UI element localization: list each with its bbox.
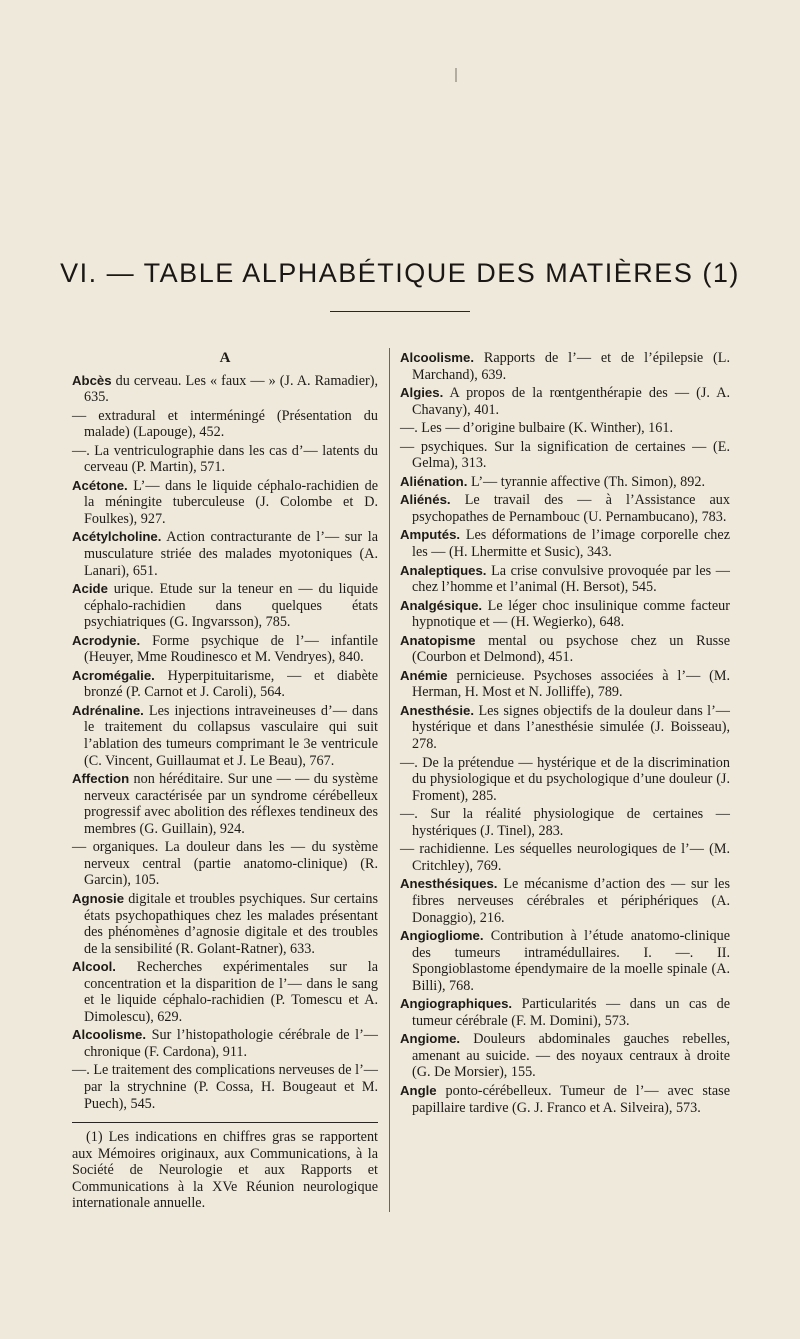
entry-text: pernicieuse. Psychoses associées à l’— (M. Herman, H. Most et N. Jolliffe), 789. xyxy=(412,667,730,701)
index-entry xyxy=(400,703,730,753)
entry-headword: Adrénaline. xyxy=(72,702,144,718)
entry-headword: Angiome. xyxy=(400,1031,461,1047)
entry-headword: Anémie xyxy=(400,667,448,683)
index-entry xyxy=(72,478,378,528)
index-entry xyxy=(400,806,730,839)
entry-headword: Angle xyxy=(400,1082,437,1098)
entry-text: —. La ventriculographie dans les cas d’— latents du cerveau (P. Martin), 571. xyxy=(72,442,378,476)
entry-text: du cerveau. Les « faux — » (J. A. Ramadier), 635. xyxy=(84,372,378,406)
index-entry xyxy=(400,633,730,666)
entry-text: ponto-cérébelleux. Tumeur de l’— avec stase papillaire tardive (G. J. Franco et A. Silveira), 573. xyxy=(412,1082,730,1116)
entry-headword: Agnosie xyxy=(72,890,125,906)
entry-text: Le léger choc insulinique comme facteur hypnotique et — (H. Wegierko), 648. xyxy=(412,597,730,631)
index-entry xyxy=(72,959,378,1025)
index-entry xyxy=(400,385,730,418)
index-entry xyxy=(72,891,378,957)
entry-text: Sur l’histopathologie cérébrale de l’— chronique (F. Cardona), 911. xyxy=(84,1027,378,1060)
entry-headword: Anatopisme xyxy=(400,632,476,648)
entry-text: — organiques. La douleur dans les — du système nerveux central (partie anatomo-clinique) (R. Garcin), 105. xyxy=(72,839,378,889)
entry-text: — extradural et interméningé (Présentation du malade) (Lapouge), 452. xyxy=(72,407,378,441)
entry-text: Recherches expérimentales sur la concentration et la disparition de l’— dans le sang et le liquide céphalo-rachidien (P. Tomescu et A. Dimolescu), 629. xyxy=(84,959,378,1025)
entry-headword: Affection xyxy=(72,771,130,787)
index-entry xyxy=(400,474,730,491)
entry-text: Les signes objectifs de la douleur dans l’— hystérique et dans l’anesthésie simulée (J. Boisseau), 278. xyxy=(412,702,730,753)
page-mark xyxy=(455,68,457,82)
entry-text: A propos de la rœntgenthérapie des — (J. A. Chavany), 401. xyxy=(412,385,730,418)
entry-text: L’— tyrannie affective (Th. Simon), 892. xyxy=(467,473,705,490)
index-entry xyxy=(72,668,378,701)
entry-headword: Angiographiques. xyxy=(400,996,513,1012)
entry-headword: Aliénation. xyxy=(400,473,468,489)
entry-text: Les déformations de l’image corporelle chez les — (H. Lhermitte et Susic), 343. xyxy=(412,527,730,561)
entry-text: —. Sur la réalité physiologique de certaines — hystériques (J. Tinel), 283. xyxy=(400,806,730,839)
entry-headword: Acide xyxy=(72,581,108,597)
entry-headword: Anesthésie. xyxy=(400,702,475,718)
entry-text: —. De la prétendue — hystérique et de la discrimination du physiologique et du psychologique d’une douleur (J. Froment), 285. xyxy=(400,754,730,804)
entry-headword: Alcool. xyxy=(72,959,116,975)
entry-text: mental ou psychose chez un Russe (Courbon et Delmond), 451. xyxy=(412,632,730,666)
index-entry xyxy=(72,529,378,579)
page-title: VI. — TABLE ALPHABÉTIQUE DES MATIÈRES (1) xyxy=(60,258,740,288)
index-entry xyxy=(72,1062,378,1112)
entry-headword: Alcoolisme. xyxy=(72,1027,147,1043)
entry-headword: Abcès xyxy=(72,372,112,388)
index-entry xyxy=(400,841,730,874)
index-entry xyxy=(400,420,730,437)
entry-text: Le travail des — à l’Assistance aux psychopathes de Pernambouc (U. Pernambucano), 783. xyxy=(412,492,730,525)
column-divider xyxy=(389,348,390,1212)
entry-text: L’— dans le liquide céphalo-rachidien de la méningite tuberculeuse (J. Colombe et D. Foulkes), 927. xyxy=(84,477,378,527)
index-entry xyxy=(400,1031,730,1081)
entry-text: urique. Etude sur la teneur en — du liquide céphalo-rachidien dans quelques états psychiatriques (G. Ingvarsson), 785. xyxy=(84,581,378,631)
index-entry xyxy=(72,703,378,769)
entry-text: non héréditaire. Sur une — — du système nerveux caractérisée par un syndrome cérébelleux progressif avec abolition des réflexes tendineux des membres (G. Guillain), 924. xyxy=(84,771,378,837)
entry-headword: Analeptiques. xyxy=(400,562,487,578)
index-entry xyxy=(72,581,378,631)
entry-headword: Acétone. xyxy=(72,477,128,493)
index-entry xyxy=(72,443,378,476)
entry-text: Le mécanisme d’action des — sur les fibres nerveuses cérébrales et périphériques (A. Donaggio), 216. xyxy=(412,876,730,926)
index-entry xyxy=(400,755,730,805)
index-entry xyxy=(400,563,730,596)
entry-text: digitale et troubles psychiques. Sur certains états psychopathiques chez les malades présentant des phénomènes d’agnosie digitale et des troubles de la sensibilité (R. Golant-Ratner), 633. xyxy=(84,890,378,957)
index-entry xyxy=(72,373,378,406)
right-column xyxy=(400,350,730,1118)
title-rule xyxy=(330,311,470,312)
right-entry-list xyxy=(400,350,730,1116)
entry-text: Action contracturante de l’— sur la musculature striée des malades myotoniques (A. Lanari), 651. xyxy=(84,529,378,579)
entry-text: Les injections intraveineuses d’— dans le traitement du collapsus vasculaire qui suit l’ablation des tumeurs comprimant le 3e ventricule (C. Vincent, Guillaumat et J. Le Beau), 767. xyxy=(84,702,378,769)
entry-text: Contribution à l’étude anatomo-clinique des tumeurs intramédullaires. I. —. II. Spongioblastome épendymaire de la moelle spinale (A. Billi), 768. xyxy=(412,928,730,994)
left-entry-list xyxy=(72,373,378,1113)
index-entry xyxy=(400,492,730,525)
entry-headword: Anesthésiques. xyxy=(400,876,498,892)
entry-text: Particularités — dans un cas de tumeur cérébrale (F. M. Domini), 573. xyxy=(412,996,730,1029)
entry-headword: Acétylcholine. xyxy=(72,529,162,545)
entry-headword: Alcoolisme. xyxy=(400,350,475,365)
index-entry xyxy=(400,668,730,701)
entry-headword: Angiogliome. xyxy=(400,928,484,944)
entry-headword: Acromégalie. xyxy=(72,667,155,683)
index-entry xyxy=(72,839,378,889)
entry-text: —. Les — d’origine bulbaire (K. Winther), 161. xyxy=(400,420,673,437)
index-entry xyxy=(400,876,730,926)
index-entry xyxy=(400,996,730,1029)
entry-text: —. Le traitement des complications nerveuses de l’— par la strychnine (P. Cossa, H. Bougeaut et M. Puech), 545. xyxy=(72,1062,378,1112)
index-entry xyxy=(400,350,730,383)
index-entry xyxy=(72,633,378,666)
entry-text: Rapports de l’— et de l’épilepsie (L. Marchand), 639. xyxy=(412,350,730,383)
index-entry xyxy=(400,1083,730,1116)
index-entry xyxy=(72,771,378,837)
entry-headword: Analgésique. xyxy=(400,597,483,613)
entry-headword: Algies. xyxy=(400,385,444,401)
entry-text: La crise convulsive provoquée par les — chez l’homme et l’animal (H. Bersot), 545. xyxy=(412,562,730,596)
index-entry xyxy=(400,598,730,631)
entry-text: Hyperpituitarisme, — et diabète bronzé (P. Carnot et J. Caroli), 564. xyxy=(84,667,378,701)
index-entry xyxy=(400,439,730,472)
footnote-rule xyxy=(72,1122,378,1123)
entry-text: Douleurs abdominales gauches rebelles, amenant au suicide. — des noyaux centraux à droite (G. De Morsier), 155. xyxy=(412,1031,730,1081)
entry-headword: Acrodynie. xyxy=(72,632,141,648)
footnote: (1) Les indications en chiffres gras se rapportent aux Mémoires originaux, aux Communications, à la Société de Neurologie et aux Rapports et Communications à la XVe Réunion neurologique internationale annuelle. xyxy=(72,1129,378,1212)
entry-headword: Aliénés. xyxy=(400,492,451,508)
index-entry xyxy=(72,408,378,441)
index-entry xyxy=(400,928,730,994)
index-entry xyxy=(72,1027,378,1060)
entry-headword: Amputés. xyxy=(400,527,461,543)
index-entry xyxy=(400,527,730,560)
left-column xyxy=(72,350,378,1212)
entry-text: — rachidienne. Les séquelles neurologiques de l’— (M. Critchley), 769. xyxy=(400,841,730,874)
entry-text: — psychiques. Sur la signification de certaines — (E. Gelma), 313. xyxy=(400,438,730,472)
section-letter: A xyxy=(219,350,231,366)
entry-text: Forme psychique de l’— infantile (Heuyer, Mme Roudinesco et M. Vendryes), 840. xyxy=(84,632,378,666)
